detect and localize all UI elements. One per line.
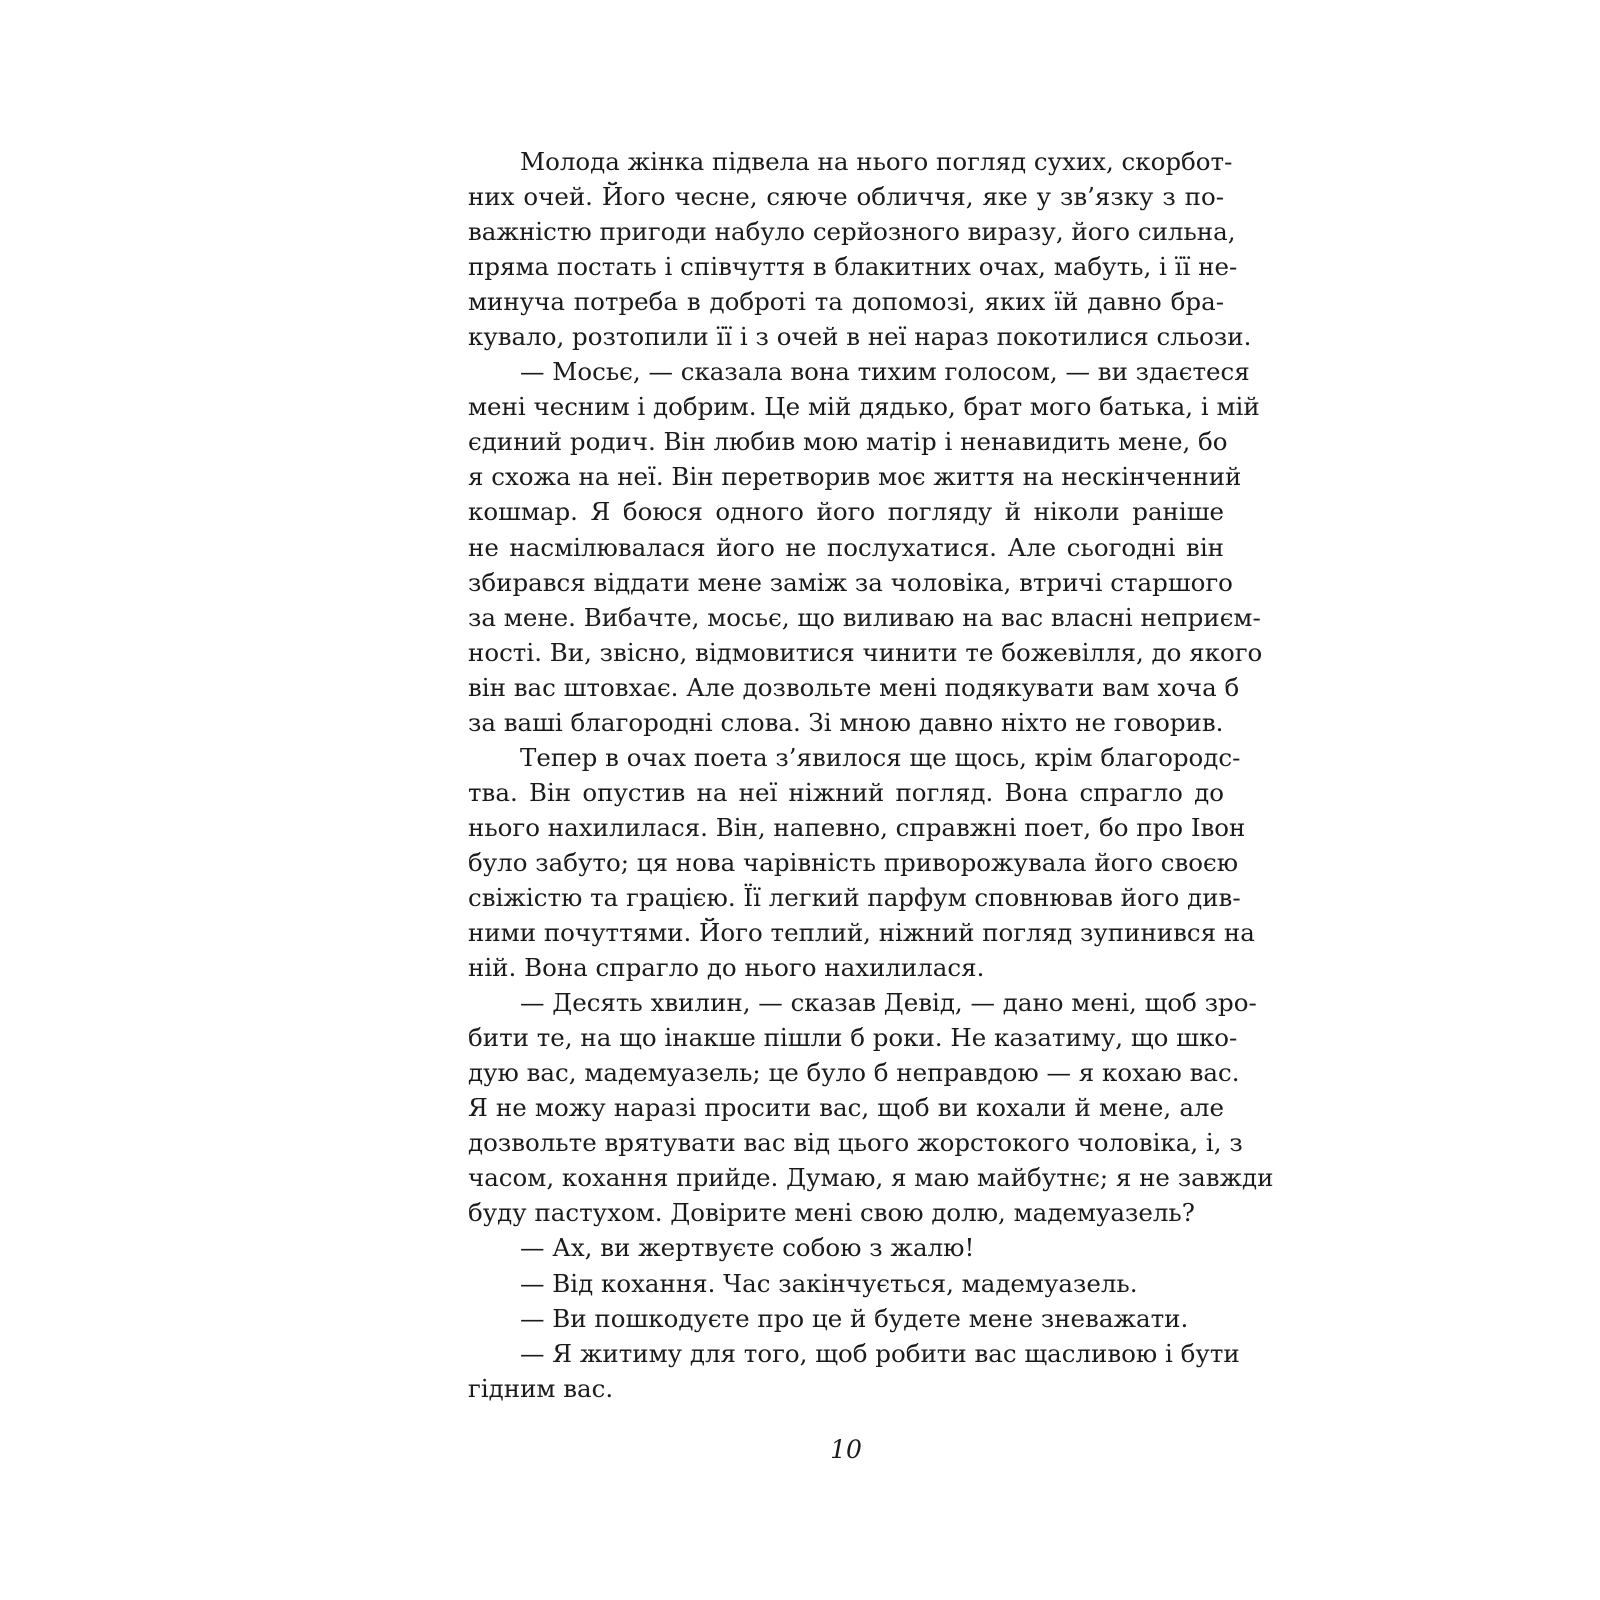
text-line: мені чесним і добрим. Це мій дядько, брат мого батька, і мій <box>468 392 1260 422</box>
text-line: — Від кохання. Час закінчується, мадемуазель. <box>520 1268 1138 1298</box>
text-line: — Десять хвилин, — сказав Девід, — дано мені, щоб зро- <box>520 988 1257 1018</box>
text-line: ними почуттями. Його теплий, ніжний погляд зупинився на <box>468 918 1255 948</box>
text-line: було забуто; ця нова чарівність приворожувала його своєю <box>468 847 1239 877</box>
text-line: пряма постать і співчуття в блакитних очах, мабуть, і її не- <box>468 252 1238 282</box>
text-line: — Я житиму для того, щоб робити вас щасливою і бути <box>520 1338 1240 1368</box>
text-line: Я не можу наразі просити вас, щоб ви кохали й мене, але <box>468 1093 1224 1123</box>
text-line: нього нахилилася. Він, напевно, справжні поет, бо про Івон <box>468 812 1246 842</box>
text-line: за ваші благородні слова. Зі мною давно ніхто не говорив. <box>468 707 1224 737</box>
text-line: — Ах, ви жертвуєте собою з жалю! <box>520 1233 975 1263</box>
text-line: минуча потреба в доброті та допомозі, яких їй давно бра- <box>468 287 1224 317</box>
text-line: важністю пригоди набуло серйозного виразу, його сильна, <box>468 217 1236 247</box>
text-line: — Ви пошкодуєте про це й будете мене зневажати. <box>520 1303 1189 1333</box>
page-number: 10 <box>830 1435 862 1464</box>
text-line: дую вас, мадемуазель; це було б неправдою — я кохаю вас. <box>468 1058 1240 1088</box>
text-line: кошмар. Я боюся одного його погляду й ніколи раніше <box>468 497 1224 527</box>
text-line: за мене. Вибачте, мосьє, що виливаю на вас власні неприєм- <box>468 602 1261 632</box>
text-line: дозвольте врятувати вас від цього жорстокого чоловіка, і, з <box>468 1128 1243 1158</box>
text-line: буду пастухом. Довірите мені свою долю, мадемуазель? <box>468 1198 1195 1228</box>
text-line: ній. Вона спрагло до нього нахилилася. <box>468 953 985 983</box>
text-line: Тепер в очах поета з’явилося ще щось, крім благородс- <box>520 742 1241 772</box>
text-line: тва. Він опустив на неї ніжний погляд. Вона спрагло до <box>468 777 1224 807</box>
text-line: них очей. Його чесне, сяюче обличчя, яке у зв’язку з по- <box>468 182 1224 212</box>
text-line: бити те, на що інакше пішли б роки. Не казатиму, що шко- <box>468 1023 1238 1053</box>
text-line: гідним вас. <box>468 1373 614 1403</box>
text-line: він вас штовхає. Але дозвольте мені подякувати вам хоча б <box>468 672 1240 702</box>
text-line: ності. Ви, звісно, відмовитися чинити те божевілля, до якого <box>468 637 1263 667</box>
text-line: не насмілювалася його не послухатися. Але сьогодні він <box>468 532 1224 562</box>
text-line: кувало, розтопили її і з очей в неї нараз покотилися сльози. <box>468 322 1252 352</box>
text-line: збирався віддати мене заміж за чоловіка, втричі старшого <box>468 567 1233 597</box>
text-line: я схожа на неї. Він перетворив моє життя на нескінченний <box>468 462 1242 492</box>
book-page-text <box>468 144 1274 1406</box>
text-line: — Мосьє, — сказала вона тихим голосом, — ви здаєтеся <box>520 357 1250 387</box>
text-line: свіжістю та грацією. Її легкий парфум сповнював його див- <box>468 882 1241 912</box>
text-line: Молода жінка підвела на нього погляд сухих, скорбот- <box>520 147 1233 176</box>
text-line: єдиний родич. Він любив мою матір і ненавидить мене, бо <box>468 427 1228 457</box>
text-line: часом, кохання прийде. Думаю, я маю майбутнє; я не завжди <box>468 1163 1274 1193</box>
